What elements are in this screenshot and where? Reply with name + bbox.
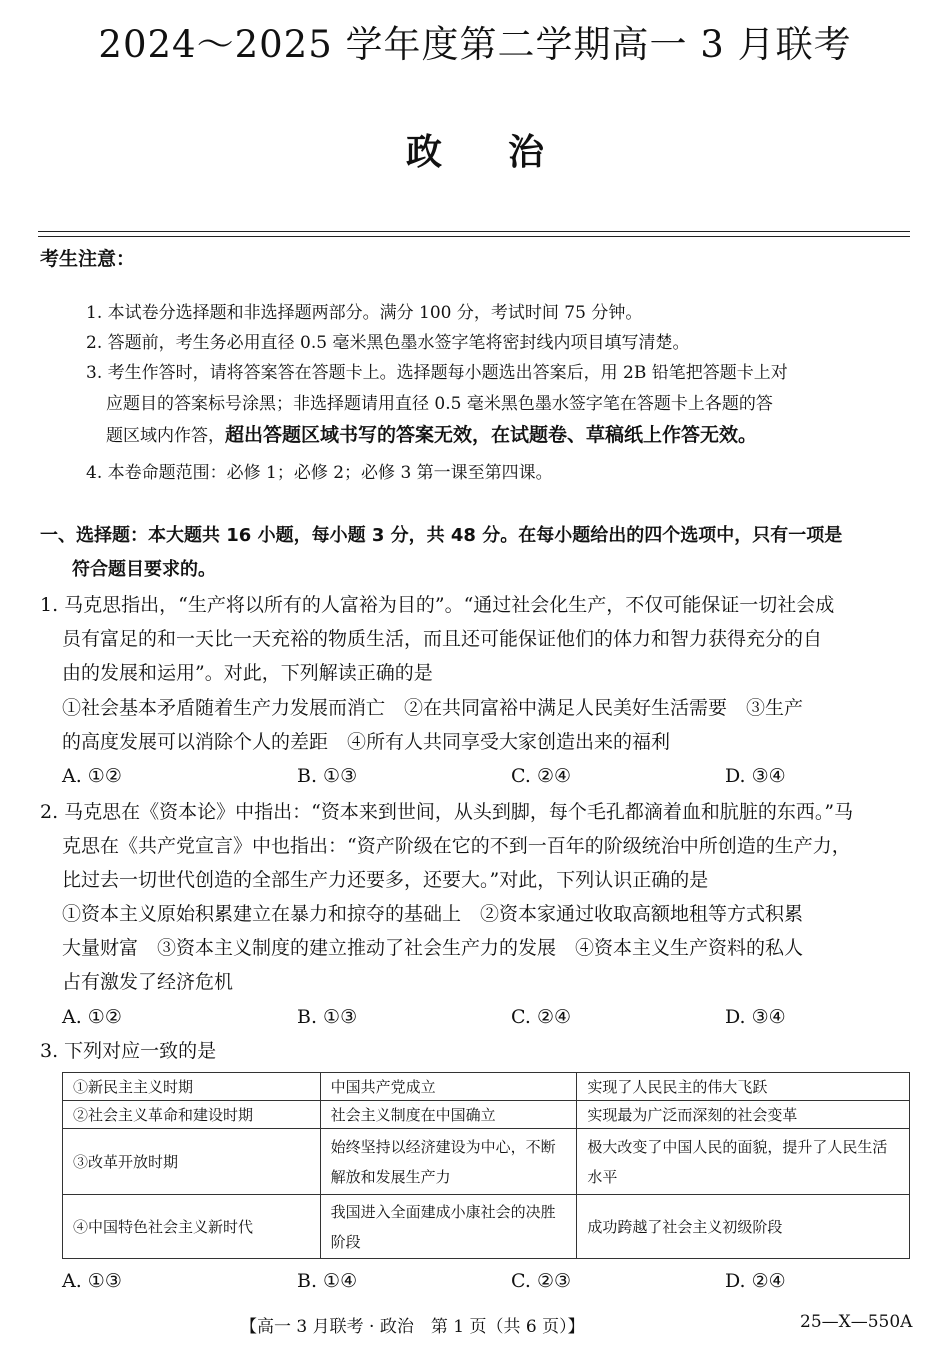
q2-option-c: C. ②④ — [511, 1006, 572, 1028]
table-row — [63, 1101, 910, 1129]
table-cell: 始终坚持以经济建设为中心，不断解放和发展生产力 — [320, 1129, 577, 1195]
subject-title: 政治 — [405, 131, 610, 173]
notice-item-2: 2. 答题前，考生务必用直径 0.5 毫米黑色墨水签字笔将密封线内项目填写清楚。 — [86, 333, 690, 353]
q2-option-a: A. ①② — [62, 1006, 122, 1028]
table-cell: 社会主义制度在中国确立 — [320, 1101, 577, 1129]
q3-option-d: D. ②④ — [725, 1270, 786, 1292]
notice-item-3-line-2: 应题目的答案标号涂黑；非选择题请用直径 0.5 毫米黑色墨水签字笔在答题卡上各题的答 — [106, 394, 773, 414]
notice-item-4: 4. 本卷命题范围：必修 1；必修 2；必修 3 第一课至第四课。 — [86, 463, 553, 483]
table-cell: ①新民主主义时期 — [63, 1073, 321, 1101]
q1-line-5: 的高度发展可以消除个人的差距 ④所有人共同享受大家创造出来的福利 — [62, 731, 671, 753]
q3-table — [62, 1072, 910, 1259]
table-cell: 我国进入全面建成小康社会的决胜阶段 — [320, 1195, 577, 1259]
page-footer: 【高一 3 月联考 · 政治 第 1 页（共 6 页）】 — [240, 1317, 585, 1337]
table-cell: ③改革开放时期 — [63, 1129, 321, 1195]
section-1-heading-line-2: 符合题目要求的。 — [72, 559, 216, 580]
notice-heading: 考生注意： — [40, 248, 136, 270]
notice-item-3-line-3 — [106, 420, 757, 451]
divider-top — [38, 231, 910, 232]
table-cell: 实现了人民民主的伟大飞跃 — [577, 1073, 910, 1101]
table-cell: 中国共产党成立 — [320, 1073, 577, 1101]
q2-line-3: 比过去一切世代创造的全部生产力还要多，还要大。”对此，下列认识正确的是 — [62, 869, 709, 891]
q1-line-1: 1. 马克思指出，“生产将以所有的人富裕为目的”。“通过社会化生产，不仅可能保证一切社会成 — [40, 594, 835, 616]
exam-code: 25—X—550A — [800, 1312, 913, 1332]
q2-option-d: D. ③④ — [725, 1006, 786, 1028]
q2-line-6: 占有激发了经济危机 — [62, 971, 234, 993]
divider-bottom — [38, 236, 910, 237]
q1-line-4: ①社会基本矛盾随着生产力发展而消亡 ②在共同富裕中满足人民美好生活需要 ③生产 — [62, 697, 804, 719]
notice-item-1: 1. 本试卷分选择题和非选择题两部分。满分 100 分，考试时间 75 分钟。 — [86, 303, 643, 323]
q3-stem: 3. 下列对应一致的是 — [40, 1040, 217, 1062]
table-row — [63, 1129, 910, 1195]
q1-option-d: D. ③④ — [725, 765, 786, 787]
q2-line-4: ①资本主义原始积累建立在暴力和掠夺的基础上 ②资本家通过收取高额地租等方式积累 — [62, 903, 804, 925]
q2-line-1: 2. 马克思在《资本论》中指出：“资本来到世间，从头到脚，每个毛孔都滴着血和肮脏的东西。”马 — [40, 801, 854, 823]
table-row — [63, 1195, 910, 1259]
exam-title: 2024～2025 学年度第二学期高一 3 月联考 — [98, 23, 852, 66]
notice-item-3-plain: 题区域内作答， — [106, 426, 225, 446]
table-row — [63, 1073, 910, 1101]
notice-item-3-line-1: 3. 考生作答时，请将答案答在答题卡上。选择题每小题选出答案后，用 2B 铅笔把答题卡上对 — [86, 363, 788, 383]
q3-option-c: C. ②③ — [511, 1270, 572, 1292]
section-1-heading-line-1: 一、选择题：本大题共 16 小题，每小题 3 分，共 48 分。在每小题给出的四个选项中，只有一项是 — [40, 525, 843, 546]
table-cell: 成功跨越了社会主义初级阶段 — [577, 1195, 910, 1259]
q1-line-3: 由的发展和运用”。对此，下列解读正确的是 — [62, 662, 433, 684]
table-cell: 极大改变了中国人民的面貌，提升了人民生活水平 — [577, 1129, 910, 1195]
q2-line-2: 克思在《共产党宣言》中也指出：“资产阶级在它的不到一百年的阶级统治中所创造的生产力， — [62, 835, 851, 857]
q1-option-a: A. ①② — [62, 765, 122, 787]
q1-option-b: B. ①③ — [297, 765, 358, 787]
q2-line-5: 大量财富 ③资本主义制度的建立推动了社会生产力的发展 ④资本主义生产资料的私人 — [62, 937, 804, 959]
notice-item-3-emphasis: 超出答题区域书写的答案无效，在试题卷、草稿纸上作答无效。 — [225, 424, 757, 452]
q1-option-c: C. ②④ — [511, 765, 572, 787]
q1-line-2: 员有富足的和一天比一天充裕的物质生活，而且还可能保证他们的体力和智力获得充分的自 — [62, 628, 823, 650]
q2-option-b: B. ①③ — [297, 1006, 358, 1028]
q3-option-a: A. ①③ — [62, 1270, 122, 1292]
table-cell: 实现最为广泛而深刻的社会变革 — [577, 1101, 910, 1129]
q3-option-b: B. ①④ — [297, 1270, 358, 1292]
table-cell: ②社会主义革命和建设时期 — [63, 1101, 321, 1129]
table-cell: ④中国特色社会主义新时代 — [63, 1195, 321, 1259]
